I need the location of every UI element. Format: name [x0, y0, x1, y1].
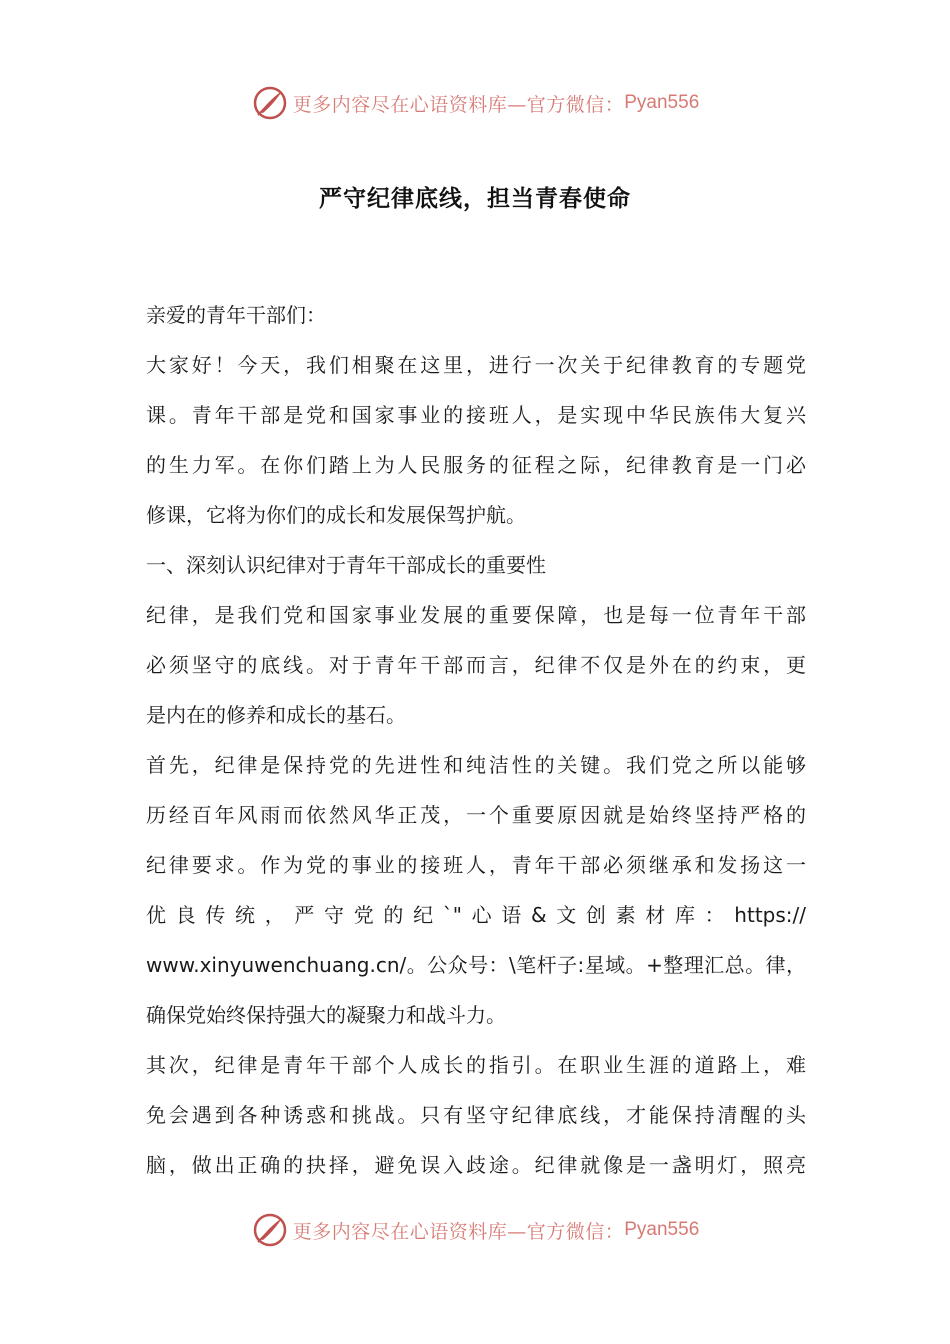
header-banner-text: 更多内容尽在心语资料库—官方微信： [292, 93, 625, 116]
paragraph-line: 课。青年干部是党和国家事业的接班人，是实现中华民族伟大复兴 [146, 403, 806, 427]
paragraph-line: 确保党始终保持强大的凝聚力和战斗力。 [146, 1003, 506, 1027]
paragraph-line: 优良传统，严守党的纪`"心语&文创素材库：https:// [146, 903, 806, 927]
paragraph-line: 免会遇到各种诱惑和挑战。只有坚守纪律底线，才能保持清醒的头 [146, 1103, 806, 1127]
paragraph-line: 其次，纪律是青年干部个人成长的指引。在职业生涯的道路上，难 [146, 1053, 806, 1077]
quill-logo-icon [251, 84, 289, 122]
quill-logo-icon [251, 1211, 289, 1249]
header-wechat-id: Pyan556 [624, 92, 700, 113]
section-heading: 一、深刻认识纪律对于青年干部成长的重要性 [146, 553, 546, 577]
paragraph-line: 纪律，是我们党和国家事业发展的重要保障，也是每一位青年干部 [146, 603, 806, 627]
footer-banner-text: 更多内容尽在心语资料库—官方微信： [292, 1220, 625, 1243]
footer-banner [0, 1208, 950, 1252]
document-title: 严守纪律底线，担当青春使命 [319, 186, 631, 212]
document-body [146, 290, 806, 1190]
footer-wechat-id: Pyan556 [624, 1219, 700, 1240]
paragraph-line: 历经百年风雨而依然风华正茂，一个重要原因就是始终坚持严格的 [146, 803, 806, 827]
paragraph-line: 的生力军。在你们踏上为人民服务的征程之际，纪律教育是一门必 [146, 453, 806, 477]
header-banner [0, 81, 950, 125]
salutation-line: 亲爱的青年干部们： [146, 303, 326, 327]
paragraph-line: 修课，它将为你们的成长和发展保驾护航。 [146, 503, 526, 527]
paragraph-line: 首先，纪律是保持党的先进性和纯洁性的关键。我们党之所以能够 [146, 753, 806, 777]
paragraph-line: www.xinyuwenchuang.cn/。公众号：\笔杆子:星域。+整理汇总。律， [146, 953, 806, 977]
paragraph-line: 必须坚守的底线。对于青年干部而言，纪律不仅是外在的约束，更 [146, 653, 806, 677]
paragraph-line: 大家好！今天，我们相聚在这里，进行一次关于纪律教育的专题党 [146, 353, 806, 377]
paragraph-line: 纪律要求。作为党的事业的接班人，青年干部必须继承和发扬这一 [146, 853, 806, 877]
paragraph-line: 是内在的修养和成长的基石。 [146, 703, 406, 727]
paragraph-line: 脑，做出正确的抉择，避免误入歧途。纪律就像是一盏明灯，照亮 [146, 1153, 806, 1177]
